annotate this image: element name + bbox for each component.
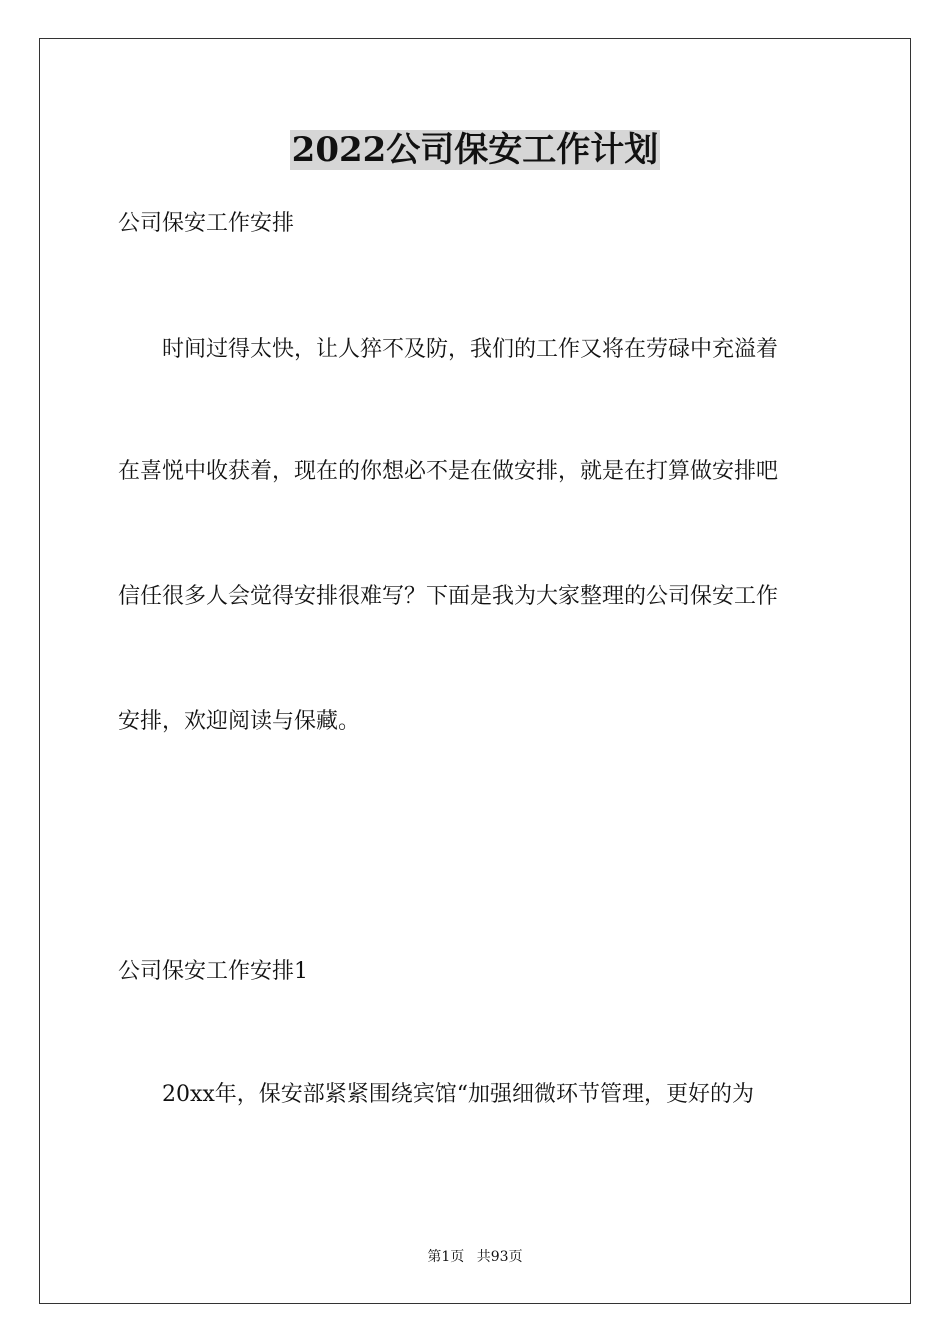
section-heading: 公司保安工作安排 xyxy=(118,211,295,236)
paragraph-line: 时间过得太快，让人猝不及防，我们的工作又将在劳碌中充溢着 xyxy=(118,337,779,362)
paragraph-line: 安排，欢迎阅读与保藏。 xyxy=(118,709,361,734)
page-number: 第1页 xyxy=(427,1249,465,1265)
document-title xyxy=(0,128,950,172)
paragraph-line: 20xx年，保安部紧紧围绕宾馆“加强细微环节管理，更好的为 xyxy=(118,1082,755,1107)
paragraph-line: 在喜悦中收获着，现在的你想必不是在做安排，就是在打算做安排吧 xyxy=(118,459,779,484)
section-heading: 公司保安工作安排1 xyxy=(118,959,308,984)
paragraph-line: 信任很多人会觉得安排很难写？下面是我为大家整理的公司保安工作 xyxy=(118,584,779,609)
document-title-text: 2022公司保安工作计划 xyxy=(291,130,659,170)
page-footer xyxy=(0,1247,950,1267)
page-total: 共93页 xyxy=(476,1249,523,1265)
